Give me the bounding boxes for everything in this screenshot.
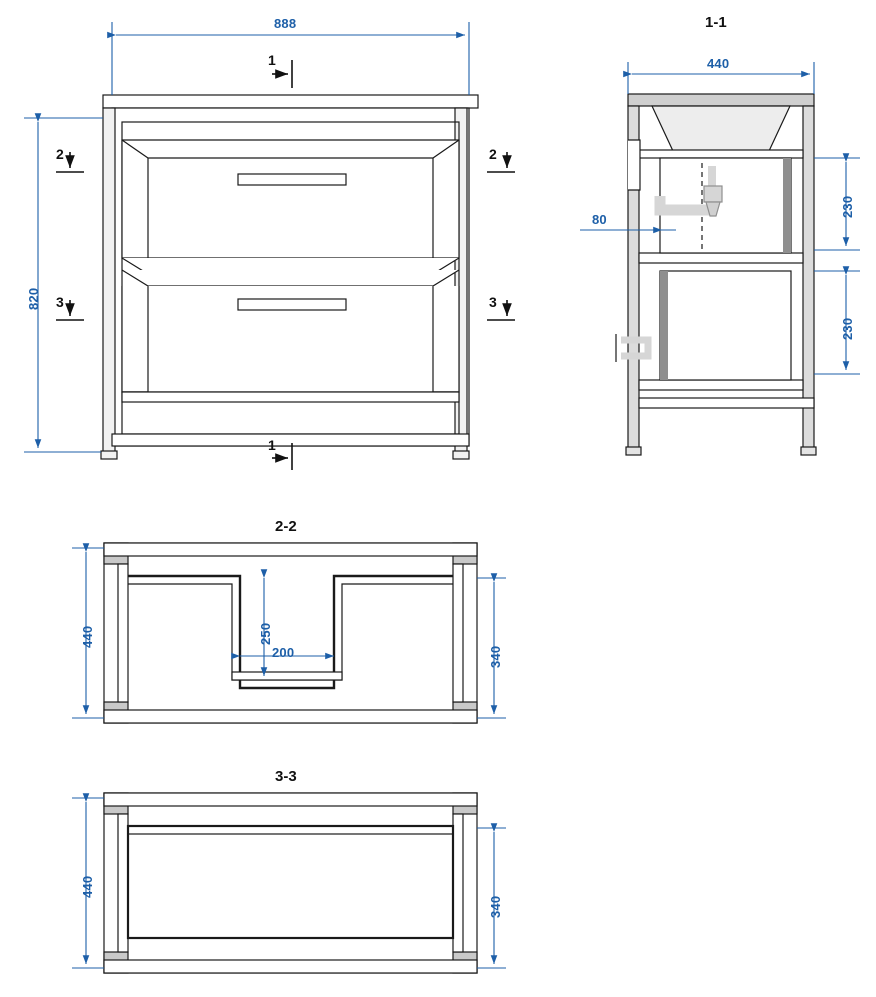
section-mark-3-left: 3	[56, 294, 64, 310]
section-mark-2-right: 2	[489, 146, 497, 162]
section-1-1-view	[616, 94, 816, 455]
dim-depth-440: 440	[707, 56, 730, 71]
section-mark-1-top: 1	[268, 52, 276, 68]
section-1-1-label: 1-1	[705, 14, 727, 31]
dim-2-2-outer-440: 440	[80, 625, 95, 648]
section-mark-3-right: 3	[489, 294, 497, 310]
dim-drain-80: 80	[592, 212, 607, 227]
front-view	[101, 95, 478, 459]
section-2-2-view	[104, 543, 477, 723]
dim-overall-height: 820	[26, 287, 41, 310]
section-mark-2-left: 2	[56, 146, 64, 162]
section-2-2-label: 2-2	[275, 518, 297, 535]
section-mark-1-bottom: 1	[268, 437, 276, 453]
section-3-3-view	[104, 793, 477, 973]
section-3-3-label: 3-3	[275, 768, 297, 785]
dim-upper-230: 230	[840, 195, 855, 218]
dim-2-2-notch-250: 250	[258, 622, 273, 645]
dim-3-3-outer-440: 440	[80, 875, 95, 898]
dim-2-2-notch-200: 200	[272, 645, 295, 660]
dim-lower-230: 230	[840, 317, 855, 340]
dim-3-3-inner-340: 340	[488, 895, 503, 918]
dim-2-2-inner-340: 340	[488, 645, 503, 668]
dim-overall-width: 888	[274, 16, 297, 31]
